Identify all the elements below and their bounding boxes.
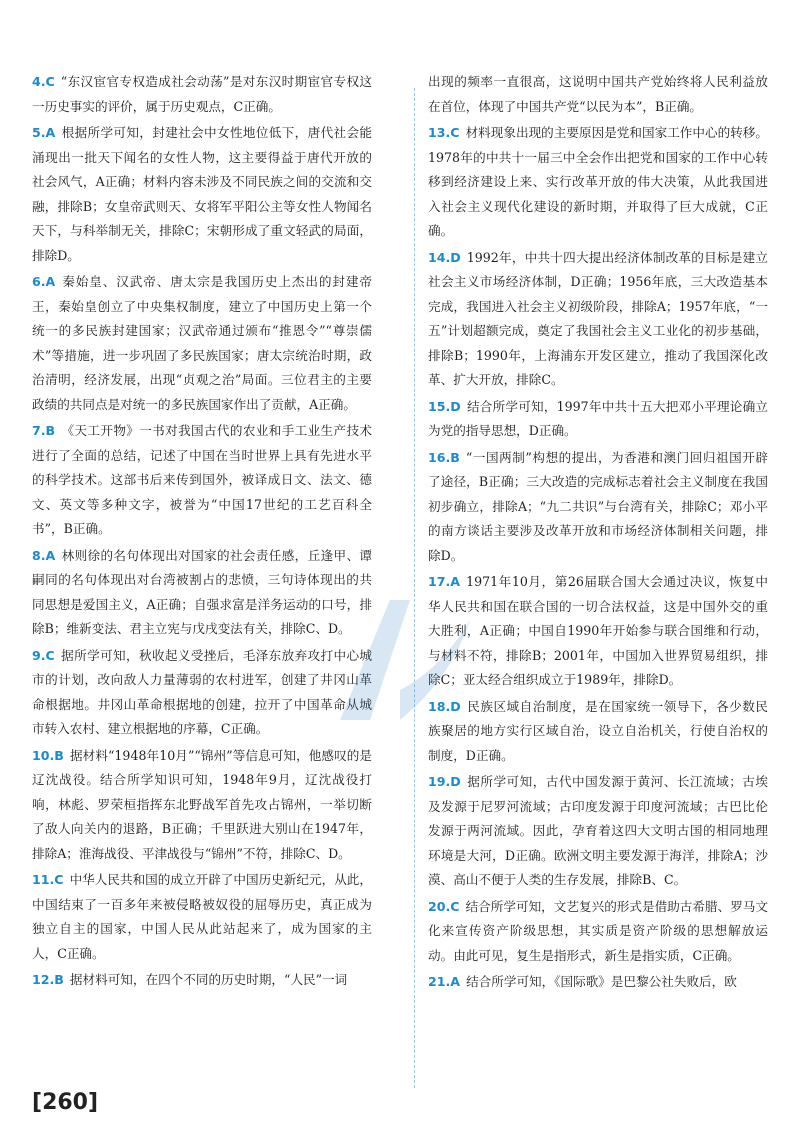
answer-item bbox=[32, 968, 372, 993]
answer-explanation: 结合所学可知，《国际歌》是巴黎公社失败后，欧 bbox=[466, 974, 737, 989]
answer-explanation: 据所学可知，秋收起义受挫后，毛泽东放弃攻打中心城市的计划，改向敌人力量薄弱的农村进军，创建了井冈山革命根据地。井冈山革命根据地的创建，拉开了中国革命从城市转入农村、建立根据地的序幕，C正确。 bbox=[32, 647, 372, 736]
answer-explanation: 秦始皇、汉武帝、唐太宗是我国历史上杰出的封建帝王，秦始皇创立了中央集权制度，建立了中国历史上第一个统一的多民族封建国家；汉武帝通过颁布“推恩令”“尊崇儒术”等措施，进一步巩固了多民族国家；唐太宗统治时期，政治清明，经济发展，出现“贞观之治”局面。三位君主的主要政绩的共同点是对统一的多民族国家作出了贡献，A正确。 bbox=[32, 274, 372, 412]
answer-explanation: 《天工开物》一书对我国古代的农业和手工业生产技术进行了全面的总结，记述了中国在当时世界上具有先进水平的科学技术。这部书后来传到国外，被译成日文、法文、德文、英文等多种文字，被誉为“中国17世纪的工艺百科全书”，B正确。 bbox=[32, 423, 372, 536]
answer-explanation: 材料现象出现的主要原因是党和国家工作中心的转移。1978年的中共十一届三中全会作出把党和国家的工作中心转移到经济建设上来、实行改革开放的伟大决策，从此我国进入社会主义现代化建设的新时期，并取得了巨大成就，C正确。 bbox=[428, 125, 768, 238]
answer-item bbox=[428, 970, 768, 995]
question-number: 14.D bbox=[428, 249, 461, 265]
right-column bbox=[428, 70, 768, 997]
answer-explanation: “一国两制”构想的提出，为香港和澳门回归祖国开辟了途径，B正确；三大改造的完成标志着社会主义制度在我国初步确立，排除A；“九二共识”与台湾有关，排除C；邓小平的南方谈话主要涉及改革开放和市场经济体制相关问题，排除D。 bbox=[428, 449, 768, 563]
answer-item bbox=[428, 895, 768, 969]
answer-item bbox=[32, 868, 372, 966]
answer-item bbox=[428, 70, 768, 119]
answer-explanation: 出现的频率一直很高，这说明中国共产党始终将人民利益放在首位，体现了中国共产党“以民为本”，B正确。 bbox=[428, 74, 768, 114]
answer-item bbox=[428, 395, 768, 444]
answer-explanation: 1971年10月，第26届联合国大会通过决议，恢复中华人民共和国在联合国的一切合法权益，这是中国外交的重大胜利，A正确；中国自1990年开始参与联合国维和行动，与材料不符，排除B；2001年，中国加入世界贸易组织，排除C；亚太经合组织成立于1989年，排除D。 bbox=[428, 574, 768, 687]
answer-explanation: 据材料可知，在四个不同的历史时期，“人民”一词 bbox=[69, 972, 348, 987]
question-number: 5.A bbox=[32, 125, 56, 140]
question-number: 4.C bbox=[32, 74, 55, 89]
answer-item bbox=[428, 121, 768, 244]
page-number: [260] bbox=[32, 1090, 99, 1115]
question-number: 11.C bbox=[32, 872, 64, 887]
answer-explanation: 结合所学可知，文艺复兴的形式是借助古希腊、罗马文化来宣传资产阶级思想，其实质是资产阶级的思想解放运动。由此可见，复生是指形式，新生是指实质，C正确。 bbox=[428, 898, 768, 963]
answer-item bbox=[32, 744, 372, 867]
question-number: 8.A bbox=[32, 547, 56, 563]
answer-explanation: 林则徐的名句体现出对国家的社会责任感，丘逢甲、谭嗣同的名句体现出对台湾被割占的悲愤，三句诗体现出的共同思想是爱国主义，A正确；自强求富是洋务运动的口号，排除B；维新变法、君主立宪与戊戌变法有关，排除C、D。 bbox=[32, 547, 372, 636]
answer-item bbox=[32, 270, 372, 417]
left-column bbox=[32, 70, 372, 995]
question-number: 13.C bbox=[428, 125, 460, 140]
question-number: 21.A bbox=[428, 974, 461, 989]
answer-explanation: 据材料“1948年10月”“锦州”等信息可知，他感叹的是辽沈战役。结合所学知识可知，1948年9月，辽沈战役打响，林彪、罗荣桓指挥东北野战军首先攻占锦州，一举切断了敌人向关内的退路，B正确；千里跃进大别山在1947年，排除A；淮海战役、平津战役与“锦州”不符，排除C、D。 bbox=[32, 747, 372, 861]
answer-item bbox=[32, 121, 372, 268]
answer-explanation: 民族区域自治制度，是在国家统一领导下，各少数民族聚居的地方实行区域自治，设立自治机关，行使自治权的制度，D正确。 bbox=[428, 698, 768, 763]
question-number: 7.B bbox=[32, 423, 56, 438]
question-number: 15.D bbox=[428, 398, 461, 414]
answer-explanation: 中华人民共和国的成立开辟了中国历史新纪元，从此，中国结束了一百多年来被侵略被奴役的屈辱历史，真正成为独立自主的国家，中国人民从此站起来了，成为国家的主人，C正确。 bbox=[32, 872, 372, 961]
answer-explanation: 据所学可知，古代中国发源于黄河、长江流域；古埃及发源于尼罗河流域；古印度发源于印度河流域；古巴比伦发源于两河流域。因此，孕育着这四大文明古国的相同地理环境是大河，D正确。欧洲文明主要发源于海洋，排除A；沙漠、高山不便于人类的生存发展，排除B、C。 bbox=[428, 774, 768, 887]
watermark-logo bbox=[300, 560, 500, 760]
answer-explanation: 1992年，中共十四大提出经济体制改革的目标是建立社会主义市场经济体制，D正确；1956年底，三大改造基本完成，我国进入社会主义初级阶段，排除A；1957年底，“一五”计划超额完成，奠定了我国社会主义工业化的初步基础，排除B；1990年，上海浦东开发区建立，推动了我国深化改革、扩大开放，排除C。 bbox=[428, 249, 768, 387]
question-number: 17.A bbox=[428, 574, 461, 589]
question-number: 10.B bbox=[32, 747, 64, 763]
question-number: 16.B bbox=[428, 449, 460, 465]
answer-explanation: 结合所学可知，1997年中共十五大把邓小平理论确立为党的指导思想，D正确。 bbox=[428, 398, 768, 438]
question-number: 6.A bbox=[32, 274, 56, 289]
answer-item bbox=[428, 446, 768, 569]
question-number: 18.D bbox=[428, 698, 461, 714]
answer-explanation: “东汉宦官专权造成社会动荡”是对东汉时期宦官专权这一历史事实的评价，属于历史观点，C正确。 bbox=[32, 74, 372, 114]
answer-item bbox=[428, 246, 768, 393]
question-number: 20.C bbox=[428, 898, 460, 914]
question-number: 9.C bbox=[32, 647, 55, 663]
answer-item bbox=[32, 70, 372, 119]
answer-item bbox=[428, 770, 768, 893]
question-number: 19.D bbox=[428, 774, 461, 789]
answer-explanation: 根据所学可知，封建社会中女性地位低下，唐代社会能涌现出一批天下闻名的女性人物，这主要得益于唐代开放的社会风气，A正确；材料内容未涉及不同民族之间的交流和交融，排除B；女皇帝武则天、女将军平阳公主等女性人物闻名天下，与科举制无关，排除C；宋朝形成了重文轻武的局面，排除D。 bbox=[32, 125, 372, 263]
question-number: 12.B bbox=[32, 972, 64, 987]
answer-item bbox=[32, 419, 372, 542]
